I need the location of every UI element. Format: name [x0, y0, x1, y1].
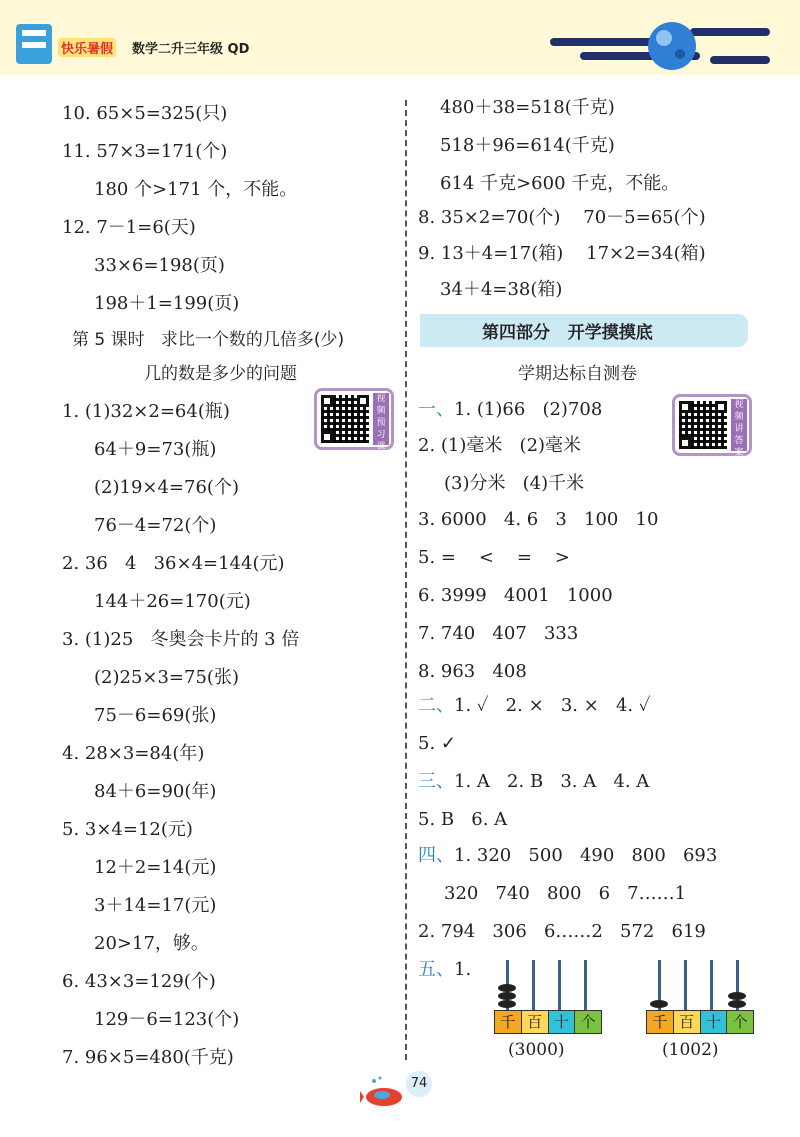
place-thousands: 千 — [495, 1011, 522, 1033]
answer-line: 7. 740 407 333 — [418, 623, 579, 644]
answer-line: 3. (1)25 冬奥会卡片的 3 倍 — [62, 629, 300, 650]
abacus-bead — [728, 992, 746, 1000]
answer-line: (3)分米 (4)千米 — [444, 473, 585, 494]
answer-line: 320 740 800 6 7……1 — [444, 883, 687, 904]
answer-line: 5. 3×4=12(元) — [62, 819, 193, 840]
answer-line: 2. (1)毫米 (2)毫米 — [418, 435, 582, 456]
lesson-subtitle: 几的数是多少的问题 — [144, 364, 297, 384]
section-label: 三、 — [418, 771, 454, 792]
answer-line: 8. 963 408 — [418, 661, 527, 682]
answer-line: 84＋6=90(年) — [94, 781, 217, 802]
abacus-value: (1002) — [662, 1040, 719, 1060]
answer-line: 4. 28×3=84(年) — [62, 743, 205, 764]
exam-title: 学期达标自测卷 — [518, 364, 637, 384]
answer-line: 198＋1=199(页) — [94, 293, 240, 314]
answer-line: 6. 43×3=129(个) — [62, 971, 216, 992]
answer-line: 2. 36 4 36×4=144(元) — [62, 553, 285, 574]
section-label: 四、 — [418, 845, 454, 866]
place-tens: 十 — [701, 1011, 728, 1033]
abacus-bead — [650, 1000, 668, 1008]
answer-line: 10. 65×5=325(只) — [62, 103, 228, 124]
answer-line: (2)25×3=75(张) — [94, 667, 239, 688]
page-footer — [360, 1065, 440, 1115]
place-hundreds: 百 — [674, 1011, 701, 1033]
answer-line: 8. 35×2=70(个) 70－5=65(个) — [418, 207, 706, 228]
answer-line: (2)19×4=76(个) — [94, 477, 239, 498]
abacus-bead — [498, 1000, 516, 1008]
answer-line: 3. 6000 4. 6 3 100 10 — [418, 509, 659, 530]
answer-line: 180 个>171 个，不能。 — [94, 179, 298, 200]
place-ones: 个 — [575, 1011, 601, 1033]
answer-line: 34＋4=38(箱) — [440, 279, 563, 300]
answer-line: 144＋26=170(元) — [94, 591, 251, 612]
column-divider — [405, 100, 407, 1060]
answer-line: 75－6=69(张) — [94, 705, 217, 726]
section-label: 五、 — [418, 959, 454, 980]
answer-line: 6. 3999 4001 1000 — [418, 585, 613, 606]
answer-line: 2. 794 306 6……2 572 619 — [418, 921, 706, 942]
page-number: 74 — [406, 1071, 432, 1097]
place-thousands: 千 — [647, 1011, 674, 1033]
abacus-1002 — [646, 960, 752, 1050]
place-tens: 十 — [549, 1011, 576, 1033]
lesson-title: 第 5 课时 求比一个数的几倍多(少) — [72, 330, 345, 350]
place-ones: 个 — [727, 1011, 753, 1033]
place-hundreds: 百 — [522, 1011, 549, 1033]
qr-label: 视频预习课 — [373, 393, 389, 445]
answer-line: 四、1. 320 500 490 800 693 — [418, 845, 718, 866]
answer-line: 5. ✓ — [418, 733, 456, 754]
answer-line: 三、1. A 2. B 3. A 4. A — [418, 771, 650, 792]
answer-line: 5. B 6. A — [418, 809, 508, 830]
qr-code-preview[interactable] — [314, 388, 394, 450]
part-banner — [420, 314, 748, 347]
section-label: 一、 — [418, 399, 454, 420]
abacus-bead — [498, 984, 516, 992]
page-header — [0, 0, 800, 75]
book-logo-icon — [10, 20, 58, 68]
answer-line: 480＋38=518(千克) — [440, 97, 615, 118]
answer-line: 7. 96×5=480(千克) — [62, 1047, 234, 1068]
qr-code-answers[interactable] — [672, 394, 752, 456]
answer-line: 二、1. ✓ 2. × 3. × 4. ✓ — [418, 695, 651, 716]
section-label: 二、 — [418, 695, 454, 716]
answer-line: 5. = < = > — [418, 547, 570, 568]
subject-label: 数学二升三年级 QD — [132, 42, 250, 57]
abacus-3000 — [494, 960, 600, 1050]
answer-line: 20>17，够。 — [94, 933, 209, 954]
answer-line: 12＋2=14(元) — [94, 857, 217, 878]
brand-label: 快乐暑假 — [58, 38, 116, 57]
fish-icon — [360, 1075, 408, 1109]
abacus-value: (3000) — [508, 1040, 565, 1060]
answer-line: 一、1. (1)66 (2)708 — [418, 399, 603, 420]
answer-line: 11. 57×3=171(个) — [62, 141, 228, 162]
answer-line: 五、1. — [418, 959, 472, 980]
answer-line: 518＋96=614(千克) — [440, 135, 615, 156]
answer-line: 76－4=72(个) — [94, 515, 217, 536]
answer-line: 64＋9=73(瓶) — [94, 439, 217, 460]
answer-line: 12. 7－1=6(天) — [62, 217, 196, 238]
abacus-bead — [728, 1000, 746, 1008]
answer-line: 129－6=123(个) — [94, 1009, 240, 1030]
part-title: 第四部分 开学摸摸底 — [482, 323, 653, 343]
answer-line: 1. (1)32×2=64(瓶) — [62, 401, 230, 422]
answer-line: 9. 13＋4=17(箱) 17×2=34(箱) — [418, 243, 706, 264]
abacus-bead — [498, 992, 516, 1000]
answer-line: 614 千克>600 千克，不能。 — [440, 173, 680, 194]
answer-line: 3＋14=17(元) — [94, 895, 217, 916]
qr-label: 视频讲答案 — [731, 399, 747, 451]
answer-line: 33×6=198(页) — [94, 255, 225, 276]
planet-decoration-icon — [540, 8, 780, 78]
